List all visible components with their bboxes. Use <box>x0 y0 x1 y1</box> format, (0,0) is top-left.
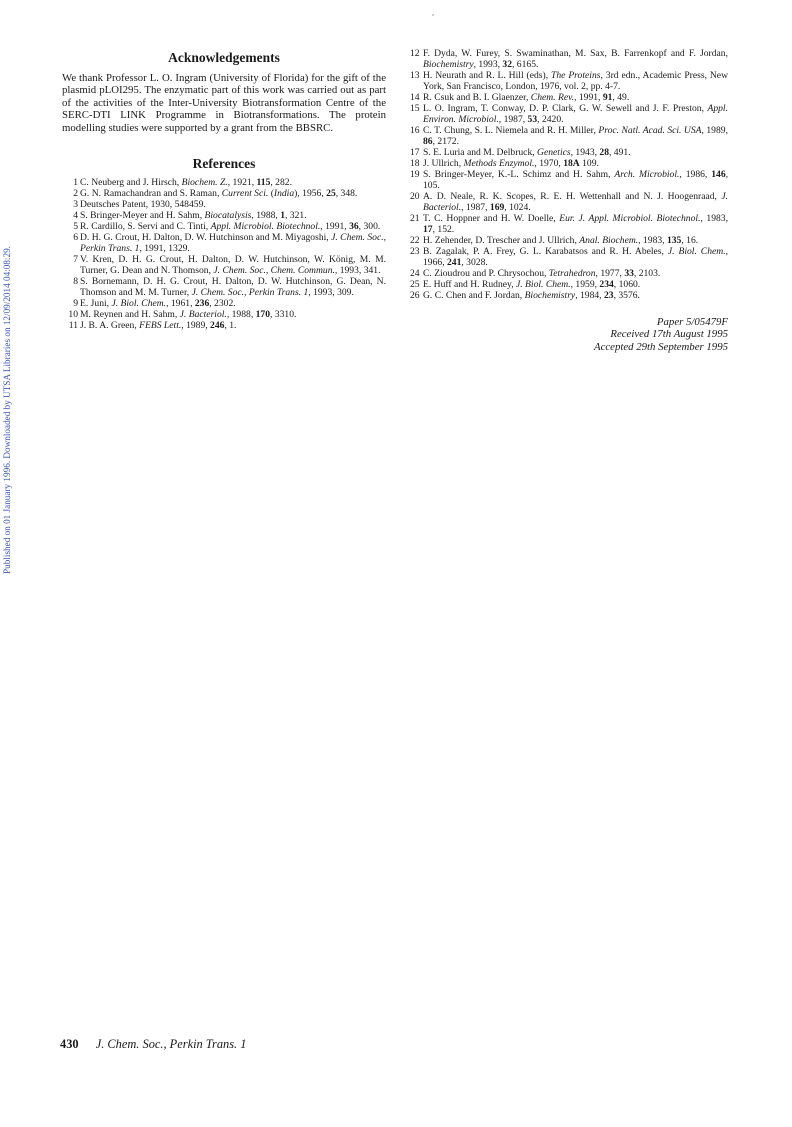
reference-text: 53 <box>527 114 538 125</box>
reference-number: 19 <box>410 169 420 180</box>
reference-text: , 1987, <box>498 114 528 125</box>
reference-text: J. Bacteriol. <box>179 309 227 321</box>
right-column <box>410 48 728 301</box>
received-date: Received 17th August 1995 <box>610 328 728 341</box>
page-number: 430 <box>60 1037 79 1051</box>
reference-number: 25 <box>410 279 420 290</box>
reference-text: 170 <box>255 309 270 321</box>
reference-text: , 152. <box>432 224 455 235</box>
reference-text: E. Juni, <box>80 298 112 310</box>
accepted-date: Accepted 29th September 1995 <box>593 340 728 353</box>
reference-text: ( <box>268 188 274 200</box>
reference-text: D. H. G. Crout, H. Dalton, D. W. Hutchinson and M. Miyagoshi, <box>80 232 332 244</box>
reference-text: , 1986, <box>679 169 712 180</box>
reference-text: G. C. Chen and F. Jordan, <box>423 290 525 301</box>
reference-text: 1 <box>280 210 285 222</box>
reference-text: , 282. <box>270 177 292 189</box>
reference-text: , 2420. <box>537 114 564 125</box>
reference-text: S. Bringer-Meyer, K.-L. Schimz and H. Sahm, <box>423 169 615 180</box>
reference-number: 22 <box>410 235 420 246</box>
reference-item <box>62 188 386 199</box>
reference-text: , 1984, <box>575 290 604 301</box>
reference-number: 26 <box>410 290 420 301</box>
download-note-text: Published on 01 January 1996. Downloaded by UTSA Libraries on 12/09/2014 04:08:29. <box>2 246 12 574</box>
reference-item <box>62 254 386 276</box>
reference-text: , 16. <box>681 235 699 246</box>
reference-text: 146 <box>711 169 726 180</box>
reference-text: C. Neuberg and J. Hirsch, <box>80 177 182 189</box>
reference-text: , 1991, <box>320 221 350 233</box>
reference-text: , 1970, <box>534 158 564 169</box>
reference-text: , 1921, <box>227 177 257 189</box>
reference-text: , 1988, <box>251 210 281 222</box>
reference-item <box>410 125 728 147</box>
reference-text: , 1991, <box>574 92 603 103</box>
reference-text: , 1983, <box>638 235 667 246</box>
reference-text: , 1989, <box>701 125 728 136</box>
reference-text: , 3rd edn., Academic Press, New York, San Francisco, London, 1976, vol. 2, pp. 4-7. <box>423 70 728 92</box>
reference-number: 7 <box>73 254 78 266</box>
reference-item <box>410 235 728 246</box>
reference-text: R. Cardillo, S. Servi and C. Tinti, <box>80 221 211 233</box>
reference-number: 18 <box>410 158 420 169</box>
reference-text: 28 <box>599 147 609 158</box>
reference-text: , 1993, <box>473 59 503 70</box>
reference-text: Biochemistry <box>423 59 474 70</box>
reference-text: J. Bacteriol. <box>423 191 728 213</box>
reference-number: 17 <box>410 147 420 158</box>
reference-text: ), 1956, <box>294 188 327 200</box>
reference-number: 1 <box>73 177 78 189</box>
reference-number: 23 <box>410 246 420 257</box>
reference-text: Current Sci. <box>221 188 269 200</box>
reference-text: E. Huff and H. Rudney, <box>423 279 516 290</box>
reference-text: , 1991, 1329. <box>139 243 190 255</box>
reference-text: 36 <box>349 221 359 233</box>
reference-text: , 105. <box>423 169 729 191</box>
reference-text: , 1943, <box>570 147 600 158</box>
reference-text: , 1977, <box>595 268 625 279</box>
reference-item <box>410 268 728 279</box>
reference-text: 109. <box>579 158 599 169</box>
reference-text: India <box>273 188 295 200</box>
reference-text: L. O. Ingram, T. Conway, D. P. Clark, G. W. Sewell and J. F. Preston, <box>423 103 708 114</box>
reference-text: 246 <box>210 320 225 332</box>
reference-text: A. D. Neale, R. K. Scopes, R. E. H. Wettenhall and N. J. Hoogenraad, <box>423 191 722 202</box>
reference-number: 16 <box>410 125 420 136</box>
reference-item <box>410 158 728 169</box>
reference-item <box>410 246 728 268</box>
reference-text: , 1993, 309. <box>308 287 354 299</box>
reference-text: , 1024. <box>504 202 531 213</box>
reference-text: , 3310. <box>270 309 297 321</box>
reference-text: FEBS Lett. <box>139 320 182 332</box>
reference-text: , 1966, <box>423 246 728 268</box>
reference-text: S. E. Luria and M. Delbruck, <box>423 147 538 158</box>
reference-text: , 491. <box>609 147 631 158</box>
reference-text: , 3576. <box>613 290 640 301</box>
paper-id: Paper 5/05479F <box>656 316 728 328</box>
reference-item <box>410 48 728 70</box>
reference-item <box>410 290 728 301</box>
reference-text: 236 <box>194 298 210 310</box>
reference-number: 21 <box>410 213 420 224</box>
reference-item <box>62 210 386 221</box>
reference-text: 25 <box>326 188 336 200</box>
reference-text: J. Ullrich, <box>423 158 464 169</box>
reference-item <box>62 320 386 331</box>
reference-list-right <box>410 48 728 301</box>
reference-text: , 1959, <box>570 279 600 290</box>
reference-text: , 321. <box>285 210 307 222</box>
reference-text: C. T. Chung, S. L. Niemela and R. H. Miller, <box>423 125 599 136</box>
reference-number: 5 <box>73 221 78 233</box>
reference-text: , 1988, <box>226 309 256 321</box>
reference-text: , 348. <box>335 188 358 200</box>
reference-text: Biocatalysis <box>204 210 252 222</box>
paper-info <box>500 316 728 353</box>
reference-number: 2 <box>73 188 78 200</box>
reference-text: , 300. <box>358 221 381 233</box>
reference-item <box>62 232 386 254</box>
reference-text: M. Reynen and H. Sahm, <box>80 309 180 321</box>
reference-text: H. Zehender, D. Trescher and J. Ullrich, <box>423 235 580 246</box>
reference-text: , 3028. <box>461 257 488 268</box>
download-note <box>0 160 14 660</box>
reference-text: , 1989, <box>181 320 211 332</box>
reference-text: 32 <box>502 59 512 70</box>
reference-item <box>410 70 728 92</box>
reference-text: 33 <box>624 268 634 279</box>
reference-text: The Proteins <box>551 70 601 81</box>
reference-number: 8 <box>73 276 78 288</box>
reference-item <box>410 279 728 290</box>
reference-text: , 1060. <box>613 279 641 290</box>
reference-text: T. C. Hoppner and H. W. Doelle, <box>423 213 560 224</box>
reference-item <box>410 169 728 191</box>
reference-item <box>62 177 386 188</box>
reference-number: 10 <box>68 309 78 321</box>
reference-text: 115 <box>256 177 271 189</box>
acknowledgements-text: We thank Professor L. O. Ingram (University of Florida) for the gift of the plasmid pLOI295. The enzymatic part of this work was carried out as part of the activities of the Inter-University Biotransformation Centre of the SERC-DTI LINK Programme in Biotransformations. The protein modelling studies were supported by a grant from the BBSRC. <box>62 72 386 134</box>
reference-text: Proc. Natl. Acad. Sci. USA <box>598 125 702 136</box>
reference-item <box>62 298 386 309</box>
reference-text: S. Bringer-Meyer and H. Sahm, <box>80 210 205 222</box>
reference-text: J. B. A. Green, <box>80 320 140 332</box>
reference-text: J. Chem. Soc., Perkin Trans. 1 <box>191 287 309 299</box>
reference-text: Eur. J. Appl. Microbiol. Biotechnol. <box>559 213 701 224</box>
reference-text: 17 <box>423 224 433 235</box>
reference-text: , 1993, 341. <box>334 265 381 277</box>
acknowledgements-heading: Acknowledgements <box>168 50 280 65</box>
page-footer <box>60 1037 246 1052</box>
references-heading: References <box>192 156 256 172</box>
reference-text: Arch. Microbiol. <box>614 169 680 180</box>
reference-text: J. Biol. Chem. <box>111 298 167 310</box>
reference-text: 135 <box>666 235 682 246</box>
reference-number: 4 <box>73 210 78 222</box>
reference-text: Deutsches Patent, 1930, 548459. <box>80 199 206 211</box>
reference-text: , 2172. <box>432 136 459 147</box>
reference-number: 15 <box>410 103 420 114</box>
reference-text: Biochemistry <box>524 290 576 301</box>
reference-text: Chem. Rev. <box>530 92 575 103</box>
reference-item <box>62 221 386 232</box>
reference-item <box>410 147 728 158</box>
reference-number: 6 <box>73 232 78 244</box>
reference-item <box>410 103 728 125</box>
reference-text: B. Zagalak, P. A. Frey, G. L. Karabatsos and R. H. Abeles, <box>423 246 668 257</box>
reference-text: V. Kren, D. H. G. Crout, H. Dalton, D. W. Hutchinson, W. König, M. M. Turner, G. Dean and N. Thomson, <box>80 254 386 277</box>
reference-text: J. Biol. Chem. <box>516 279 571 290</box>
reference-text: Genetics <box>537 147 571 158</box>
reference-text: , 2103. <box>633 268 661 279</box>
reference-text: H. Neurath and R. L. Hill (eds), <box>423 70 552 81</box>
reference-number: 9 <box>73 298 78 310</box>
reference-number: 11 <box>68 320 78 332</box>
reference-text: F. Dyda, W. Furey, S. Swaminathan, M. Sax, B. Farrenkopf and F. Jordan, <box>423 48 728 59</box>
reference-number: 13 <box>410 70 420 81</box>
reference-number: 12 <box>410 48 420 59</box>
reference-text: 86 <box>423 136 433 147</box>
reference-text: J. Biol. Chem. <box>667 246 726 257</box>
reference-text: Anal. Biochem. <box>579 235 639 246</box>
reference-text: Biochem. Z. <box>181 177 228 189</box>
reference-text: , 49. <box>612 92 630 103</box>
reference-text: Tetrahedron <box>548 268 596 279</box>
reference-text: 241 <box>446 257 462 268</box>
reference-text: R. Csuk and B. I. Glaenzer, <box>423 92 531 103</box>
reference-item <box>62 199 386 210</box>
reference-number: 20 <box>410 191 420 202</box>
reference-text: , 1961, <box>166 298 195 310</box>
reference-text: , 2302. <box>209 298 236 310</box>
reference-text: , 6165. <box>512 59 539 70</box>
reference-text: , 1. <box>224 320 237 332</box>
reference-text: 23 <box>603 290 614 301</box>
reference-text: 91 <box>602 92 613 103</box>
reference-text: 169 <box>489 202 505 213</box>
reference-text: Methods Enzymol. <box>463 158 535 169</box>
reference-item <box>62 276 386 298</box>
scan-speck <box>432 14 434 16</box>
reference-text: J. Chem. Soc., Chem. Commun. <box>213 265 335 277</box>
left-column <box>62 50 386 331</box>
reference-text: , 1987, <box>461 202 490 213</box>
reference-list-left <box>62 177 386 331</box>
reference-number: 3 <box>73 199 78 211</box>
reference-text: 234 <box>599 279 614 290</box>
reference-text: , 1983, <box>700 213 728 224</box>
reference-text: Appl. Environ. Microbiol. <box>423 103 728 125</box>
reference-text: G. N. Ramachandran and S. Raman, <box>80 188 222 200</box>
reference-text: C. Zioudrou and P. Chrysochou, <box>423 268 549 279</box>
journal-name: J. Chem. Soc., Perkin Trans. 1 <box>95 1037 247 1051</box>
reference-number: 24 <box>410 268 420 279</box>
reference-item <box>410 191 728 213</box>
reference-text: J. Chem. Soc., Perkin Trans. 1 <box>80 232 387 255</box>
reference-number: 14 <box>410 92 420 103</box>
reference-text: S. Bornemann, D. H. G. Crout, H. Dalton, D. W. Hutchinson, G. Dean, N. Thomson and M. M. Turner, <box>80 276 386 299</box>
reference-text: Appl. Microbiol. Biotechnol. <box>210 221 321 233</box>
reference-item <box>62 309 386 320</box>
reference-item <box>410 92 728 103</box>
reference-text: 18A <box>563 158 580 169</box>
reference-item <box>410 213 728 235</box>
